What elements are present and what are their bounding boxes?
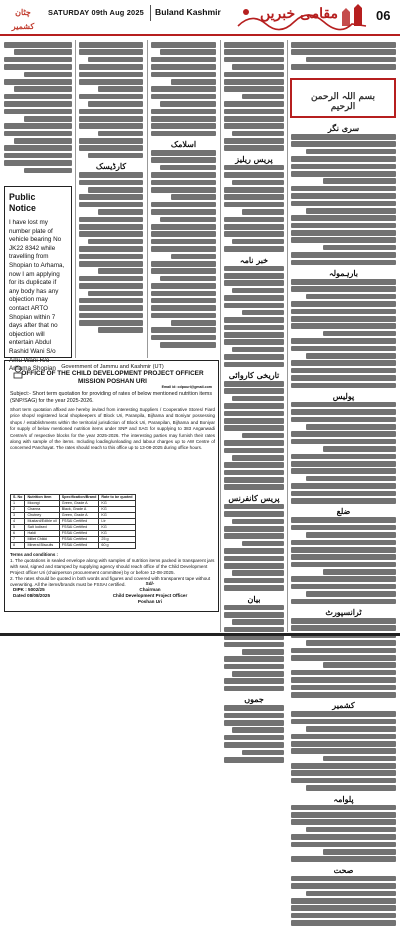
table-cell: 8 bbox=[11, 543, 25, 549]
table-cell: Mustard/Edible oil bbox=[25, 519, 59, 525]
article-column bbox=[79, 42, 143, 356]
article-headline: ٹرانسپورٹ bbox=[325, 607, 362, 618]
table-header-row bbox=[11, 495, 136, 501]
column-rule bbox=[220, 40, 221, 632]
tender-body: Short term quotation affixed are hereby invited from interesting Suppliers / Cooperative Stores/ Fiard price shops/ registered local shopkeepers of Block Uri, Paranpila, Bijhama and Boniyar possessing shops / establishments within the territorial jurisdiction of Block Uri, Paranpilan, Bijhama and Boniyar for supply of below mentioned nutrition items under SNP and SAG for supplying to 383 Anganwadi Centre/s of respective blocks for the year 2025-2026. The interesting parties may furnish their rates along with sample of the items. Including loading/unloading and labour charges up to AW Centre of concerned Panchayat. The rates should reach to this office up to 13-08-2025 during office hours. bbox=[10, 407, 215, 451]
notice-body: I have lost my number plate of vehicle bearing No JK22 8342 while travelling from Shopian to Arhama, now I am applying for its duplicate if any body has any objection may contact ARTO Shopian within 7 days after that no objection will entertain Abdul Rashid Wani S/o Amu Wani R/o Arhama Shopian bbox=[9, 219, 65, 373]
table-cell: FSSAI Certified bbox=[59, 519, 99, 525]
table-cell: Mineral Biscuits bbox=[25, 543, 59, 549]
tender-subject: Subject:- Short term quotation for providing of rates of below mentioned nutrition items (SNP/SAG) for the year 2025-2026. bbox=[10, 391, 212, 404]
paper-name: Buland Kashmir bbox=[155, 7, 221, 17]
signature-role: Chairman bbox=[139, 587, 161, 592]
issue-date: SATURDAY 09th Aug 2025 bbox=[48, 8, 144, 17]
table-cell: Green, Grade A bbox=[59, 513, 99, 519]
article-headline: کارڈیسک bbox=[95, 161, 127, 172]
bismillah-text: بسم اللہ الرحمن الرحیم bbox=[310, 92, 376, 112]
table-cell: 6 bbox=[11, 531, 25, 537]
table-cell: Moongi bbox=[25, 501, 59, 507]
table-cell: 5 bbox=[11, 525, 25, 531]
table-cell: 7 bbox=[11, 537, 25, 543]
article-column bbox=[291, 122, 396, 875]
table-cell: Green, Grade A bbox=[59, 501, 99, 507]
table-cell: Millet Chikki bbox=[25, 537, 59, 543]
article-headline: خبر نامہ bbox=[239, 254, 269, 265]
table-cell: 60 g bbox=[99, 543, 135, 549]
table-header-cell: Nutrition Item bbox=[25, 495, 59, 501]
article-column bbox=[224, 42, 284, 705]
article-headline: پلوامہ bbox=[333, 793, 354, 804]
tender-notice bbox=[4, 360, 219, 612]
table-cell: Channa bbox=[25, 507, 59, 513]
column-rule bbox=[75, 40, 76, 358]
article-headline: بارہمولہ bbox=[328, 268, 359, 279]
article-headline: اسلامک bbox=[170, 139, 197, 150]
table-cell: FSSAI Certified bbox=[59, 537, 99, 543]
article-headline: پریس ریلیز bbox=[235, 153, 273, 164]
tender-email: Email id: cdpouri@gmail.com bbox=[161, 385, 212, 389]
signature-office: Child Development Project Officer bbox=[112, 593, 188, 598]
article-column bbox=[151, 42, 216, 356]
table-cell: KG bbox=[99, 525, 135, 531]
dipk-number-text: DIPK : 5002/25 bbox=[13, 587, 45, 592]
table-cell: FSSAI Certified bbox=[59, 543, 99, 549]
masthead-divider bbox=[150, 5, 151, 21]
column-rule bbox=[147, 40, 148, 358]
article-headline: جموں bbox=[244, 694, 264, 705]
signature-block bbox=[105, 581, 195, 605]
terms-item: 2. The rates should be quoted in both words and figures and covered with transparent tape without overwriting. All the items/brands must be FSSAI certified. bbox=[10, 576, 211, 587]
table-row bbox=[11, 543, 136, 549]
section-title: مقامی خبریں bbox=[259, 6, 339, 22]
table-cell: KG bbox=[99, 531, 135, 537]
table-cell: FSSAI Certified bbox=[59, 531, 99, 537]
table-cell: Black, Grade A bbox=[59, 507, 99, 513]
table-header-cell: S. No bbox=[11, 495, 25, 501]
article-column bbox=[4, 42, 72, 182]
column-rule bbox=[287, 40, 288, 632]
signature-place: Poshan Uri bbox=[137, 599, 163, 604]
newspaper-logo: چٹان کشمیر bbox=[11, 7, 35, 31]
notice-title-line: Notice bbox=[9, 202, 36, 213]
tender-mission: MISSION POSHAN URI bbox=[78, 378, 147, 385]
article-headline: کشمیر bbox=[332, 700, 355, 711]
table-header-cell: Rate to be quoted bbox=[99, 495, 135, 501]
table-cell: KG bbox=[99, 501, 135, 507]
tender-office: OFFICE OF THE CHILD DEVELOPMENT PROJECT OFFICER bbox=[21, 370, 204, 377]
table-cell: Ltr bbox=[99, 519, 135, 525]
article-headline: تاریخی کاروائی bbox=[228, 370, 280, 381]
table-header-cell: Specification/Brand bbox=[59, 495, 99, 501]
table-cell: 1 bbox=[11, 501, 25, 507]
notice-title bbox=[9, 192, 67, 213]
table-cell: 25 g bbox=[99, 537, 135, 543]
dipk-date: Dated 08/08/2025 bbox=[13, 593, 51, 598]
table-cell: FSSAI Certified bbox=[59, 525, 99, 531]
table-cell: 4 bbox=[11, 519, 25, 525]
article-headline: پریس کانفرنس bbox=[228, 492, 280, 503]
terms-heading: Terms and conditions : bbox=[10, 552, 58, 557]
footer-rule bbox=[0, 633, 400, 636]
signature-sd: Sd/- bbox=[145, 581, 155, 586]
page-number: 06 bbox=[376, 8, 391, 23]
terms-item: 1. The quotations in sealed envelope along with samples of nutrition items packed in transparent jars with seal, signed and stamped by supplying agency should reach office of the Child Development Project officer Uri (chairperson procurement committee) by or before 12-08-2025. bbox=[10, 558, 215, 575]
table-cell: Chutney bbox=[25, 513, 59, 519]
masthead bbox=[0, 0, 400, 36]
table-cell: 2 bbox=[11, 507, 25, 513]
table-cell: Salt Iodised bbox=[25, 525, 59, 531]
article-headline: پولیس bbox=[332, 390, 355, 401]
article-headline: سری نگر bbox=[327, 123, 360, 133]
nutrition-items-table bbox=[10, 494, 136, 549]
article-headline: صحت bbox=[333, 864, 354, 875]
article-headline: ضلع bbox=[336, 506, 351, 517]
table-cell: KG bbox=[99, 513, 135, 519]
public-notice bbox=[4, 186, 72, 373]
dipk-number bbox=[13, 587, 50, 599]
table-cell: 3 bbox=[11, 513, 25, 519]
table-cell: KG bbox=[99, 507, 135, 513]
table-cell: Haldi bbox=[25, 531, 59, 537]
article-column bbox=[291, 42, 396, 76]
article-headline: بیان bbox=[247, 593, 261, 604]
tender-government: Government of Jammu and Kashmir (UT) bbox=[61, 364, 164, 370]
notice-title-line: Public bbox=[9, 192, 36, 202]
